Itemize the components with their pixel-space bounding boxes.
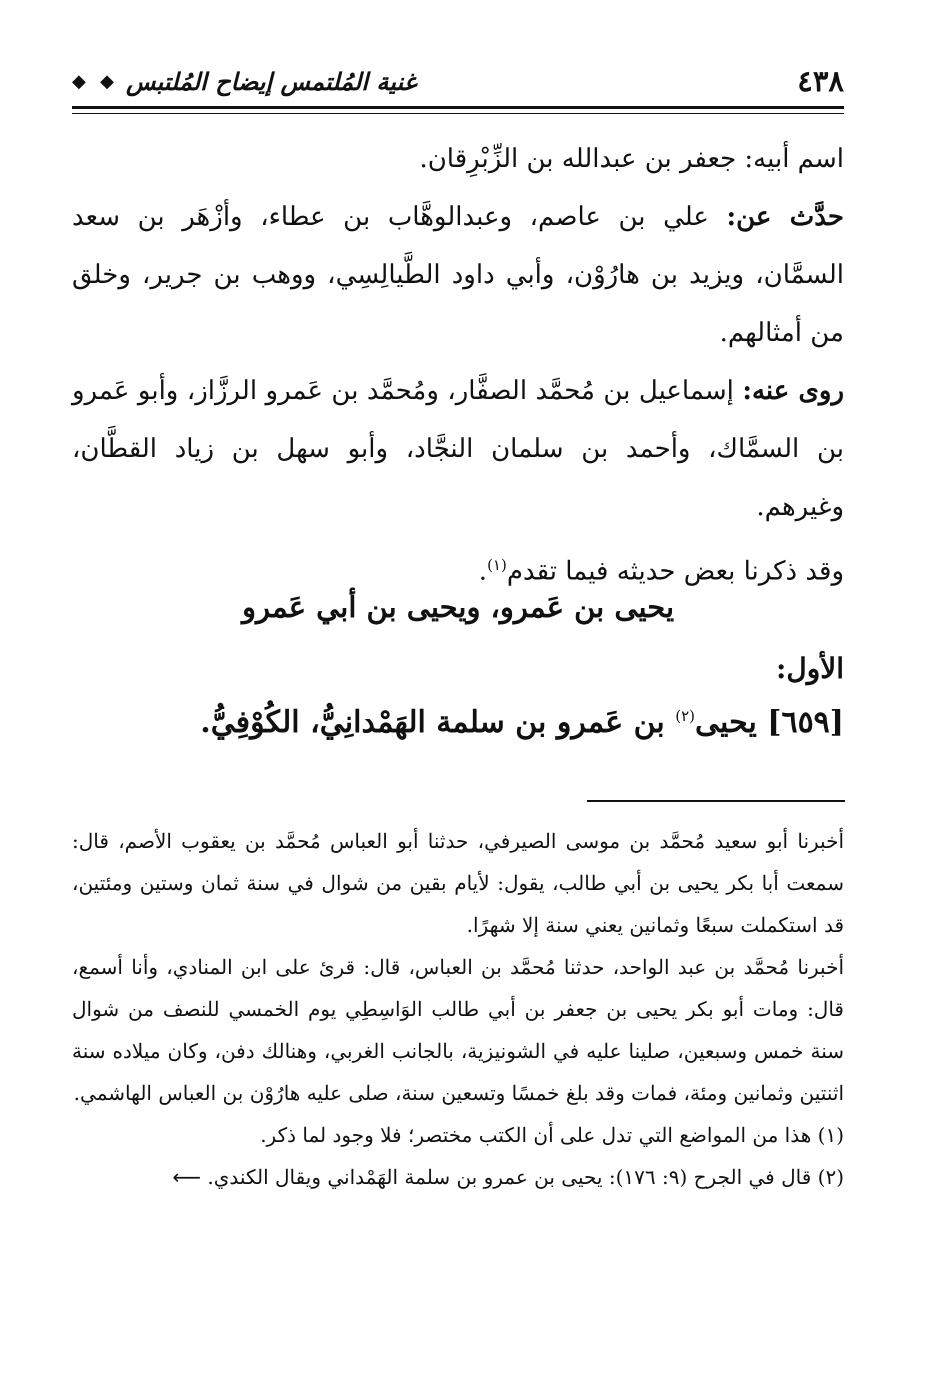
footnote-1: (١) هذا من المواضع التي تدل على أن الكتب مختصر؛ فلا وجود لما ذكر. [260,1123,844,1147]
running-title [72,67,416,96]
narrated-by-text: إسماعيل بن مُحمَّد الصفَّار، ومُحمَّد بن عَمرو الرزَّاز، وأبو عَمرو بن السمَّاك، وأحمد بن سلمان النجَّاد، وأبو سهل بن زياد القطَّان، وغيرهم. [72,376,844,522]
entry-number: [٦٥٩] [767,705,844,740]
entry-name-1: يحيى [695,705,757,740]
header-rule-thin [72,113,844,114]
narrated-from-text: علي بن عاصم، وعبدالوهَّاب بن عطاء، وأزْهَر بن سعد السمَّان، ويزيد بن هارُوْن، وأبي داود الطَّيالِسِي، ووهب بن جرير، وخلق من أمثالهم. [72,202,845,348]
main-text [72,130,844,601]
continue-arrow-icon: ⟵ [172,1165,202,1189]
footnotes [72,820,844,1198]
footnote-ref-2[interactable]: (٢) [675,707,696,725]
mention-text: وقد ذكرنا بعض حديثه فيما تقدم [506,556,844,587]
page-number: ٤٣٨ [797,64,844,98]
header-rule-thick [72,106,844,109]
entry-name-2: بن عَمرو بن سلمة الهَمْدانِيُّ، الكُوْفِيُّ. [200,705,665,740]
mention-end: . [478,556,488,587]
narrated-by-paragraph [72,362,844,536]
narrated-from-label: حدَّث عن: [726,202,845,232]
footnote-ref-1[interactable]: (١) [487,556,507,574]
diamond-ornament-icon: ◆ ◆ [72,70,118,92]
footnote-para-2: أخبرنا مُحمَّد بن عبد الواحد، حدثنا مُحمَّد بن العباس، قال: قرئ على ابن المنادي، وأنا أسمع، قال: ومات أبو بكر يحيى بن جعفر بن أبي طالب الوَاسِطِي يوم الخمسي للنصف من شوال سنة خمس وسبعين، صلينا عليه في الشونيزية، بالجانب الغربي، وهنالك دفن، وكان ميلاده سنة اثنتين وثمانين ومئة، فمات وقد بلغ خمسًا وتسعين سنة، صلى عليه هارُوْن بن العباس الهاشمي. [72,955,844,1105]
running-title-text: غنية المُلتمس إيضاح المُلتبس [125,66,417,96]
entry-heading [200,705,844,740]
page-header [72,58,844,104]
narrated-by-label: روى عنه: [742,376,845,406]
section-title: يحيى بن عَمرو، ويحيى بن أبي عَمرو [241,590,675,624]
footnote-para-1: أخبرنا أبو سعيد مُحمَّد بن موسى الصيرفي، حدثنا أبو العباس مُحمَّد بن يعقوب الأصم، قال: سمعت أبا بكر يحيى بن أبي طالب، يقول: لأيام بقين من شوال في سنة ثمان وستين ومئتين، قد استكملت سبعًا وثمانين يعني سنة إلا شهرًا. [72,829,844,937]
footnote-2-text: (٢) قال في الجرح (٩: ١٧٦): يحيى بن عمرو بن سلمة الهَمْداني ويقال الكندي. [207,1165,844,1189]
footnote-separator [587,800,845,802]
first-label: الأول: [776,652,844,685]
father-name-line: اسم أبيه: جعفر بن عبدالله بن الزِّبْرِقان. [419,144,844,174]
footnote-2 [72,1156,844,1198]
narrated-from-paragraph [72,188,844,362]
